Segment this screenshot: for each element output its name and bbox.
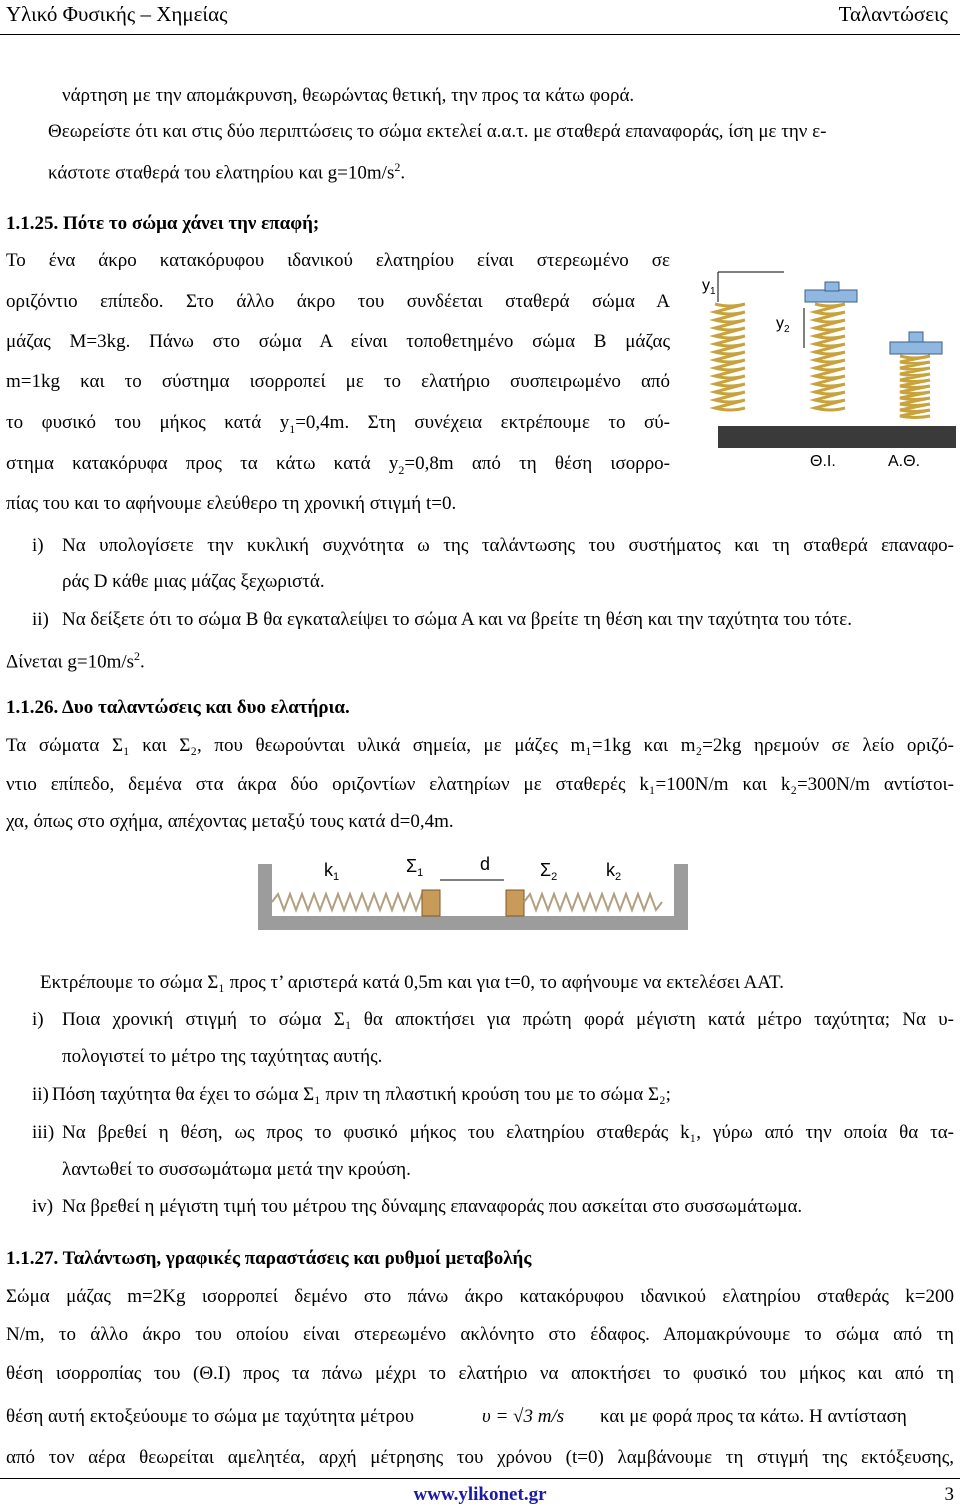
p25-line-6: στημα κατακόρυφα προς τα κάτω κατά $y_2=0,8m$ από τη θέση ισορρο- (6, 453, 671, 477)
p26-q4-line-1: Να βρεθεί η μέγιστη τιμή του μέτρου της δύναμης επαναφοράς που ασκείται στο συσσωμάτωμα. (62, 1196, 803, 1217)
p25-q1-line-2: ράς D κάθε μιας μάζας ξεχωριστά. (62, 571, 325, 592)
p26-line-3: χα, όπως στο σχήμα, απέχοντας μεταξύ τους κατά d=0,4m. (6, 811, 454, 832)
s1-label: $\Sigma_1$ (406, 856, 424, 879)
p27-line-5: από τον αέρα θεωρείται αμελητέα, αρχή μέτρησης του χρόνου (t=0) λαμβάνουμε τη στιγμή της εκτόξευσης, (6, 1447, 954, 1468)
vertical-springs-figure (700, 260, 956, 480)
p27-line-3: θέση ισορροπίας του (Θ.Ι) προς τα πάνω μέχρι το ελατήριο να αποκτήσει το φυσικό του μήκος και από τη (6, 1363, 954, 1384)
p25-given: Δίνεται $g=10m/s^2$. (6, 649, 145, 673)
header-left: Υλικό Φυσικής – Χημείας (6, 2, 228, 26)
intro-line-2: Θεωρείστε ότι και στις δύο περιπτώσεις το σώμα εκτελεί α.α.τ. με σταθερά επαναφοράς, ίση με την ε- (48, 121, 827, 142)
p26-line-1: Τα σώματα Σ₁ και Σ₂, που θεωρούνται υλικά σημεία, με μάζες m₁=1kg και m₂=2kg ηρεμούν σε λείο οριζό- (6, 735, 954, 756)
p26-q2-label: ii) (32, 1084, 49, 1105)
page-number: 3 (944, 1484, 954, 1505)
p26-q3-line-2: λαντωθεί το συσσωμάτωμα μετά την κρούση. (62, 1159, 411, 1180)
label-equilibrium: Θ.Ι. (810, 453, 836, 470)
p27-line-4a: θέση αυτή εκτοξεύουμε το σώμα με ταχύτητα μέτρου (6, 1406, 415, 1427)
problem-25-heading: 1.1.25. Πότε το σώμα χάνει την επαφή; (6, 213, 320, 234)
p25-line-7: πίας του και το αφήνουμε ελεύθερο τη χρονική στιγμή t=0. (6, 493, 457, 514)
p25-q1-label: i) (32, 535, 44, 556)
p25-q2-label: ii) (32, 609, 49, 630)
p26-q4-label: iv) (32, 1196, 54, 1217)
p26-q1-line-2: πολογιστεί το μέτρο της ταχύτητας αυτής. (62, 1046, 383, 1067)
y2-label: $y_2$ (776, 315, 790, 335)
p25-line-3: μάζας Μ=3kg. Πάνω στο σώμα Α είναι τοποθετημένο σώμα Β μάζας (6, 331, 670, 352)
p26-q3-label: iii) (32, 1122, 55, 1143)
p26-line-4: Εκτρέπουμε το σώμα Σ₁ προς τ’ αριστερά κατά 0,5m και για t=0, το αφήνουμε να εκτελέσει ΑΑΤ. (40, 972, 784, 993)
footer-rule (0, 1478, 960, 1479)
horizontal-springs-figure (254, 850, 692, 938)
p25-line-1: Το ένα άκρο κατακόρυφου ιδανικού ελατηρίου είναι στερεωμένο σε (6, 250, 670, 271)
spring-k1 (272, 894, 428, 910)
p25-line-4: m=1kg και το σύστημα ισορροπεί με το ελατήριο συσπειρωμένο από (6, 371, 670, 392)
intro-line-3: κάστοτε σταθερά του ελατηρίου και $g=10m/s^2$. (48, 160, 406, 184)
p27-line-1: Σώμα μάζας m=2Kg ισορροπεί δεμένο στο πάνω άκρο κατακόρυφου ιδανικού ελατηρίου σταθεράς k=200 (6, 1286, 954, 1307)
p26-line-2: ντιο επίπεδο, δεμένα στα άκρα δύο οριζοντίων ελατηρίων με σταθερές k₁=100N/m και k₂=300N/m αντίστοι- (6, 774, 954, 795)
spring-natural (715, 304, 745, 410)
header-right: Ταλαντώσεις (838, 2, 948, 26)
footer-website-link[interactable]: www.ylikonet.gr (413, 1484, 547, 1505)
spring-k2 (524, 894, 662, 910)
p25-line-5: το φυσικό του μήκος κατά $y_1=0,4m$. Στη συνέχεια εκτρέπουμε το σύ- (6, 412, 670, 436)
header-rule (0, 34, 960, 35)
p25-line-2: οριζόντιο επίπεδο. Στο άλλο άκρο του συνδέεται σταθερά σώμα Α (6, 291, 670, 312)
body-s1 (422, 890, 440, 916)
problem-27-heading: 1.1.27. Ταλάντωση, γραφικές παραστάσεις και ρυθμοί μεταβολής (6, 1248, 532, 1269)
p25-q2-line-1: Να δείξετε ότι το σώμα Β θα εγκαταλείψει το σώμα Α και να βρείτε τη θέση και την ταχύτητα του τότε. (62, 609, 853, 630)
body-s2 (506, 890, 524, 916)
p25-q1-line-1: Να υπολογίσετε την κυκλική συχνότητα ω της ταλάντωσης του συστήματος και τη σταθερά επαναφο- (62, 535, 954, 556)
y1-label: $y_1$ (702, 277, 716, 297)
k1-label: $k_1$ (324, 860, 340, 883)
spring-compressed (890, 332, 942, 418)
p26-q2-line-1: Πόση ταχύτητα θα έχει το σώμα Σ₁ πριν τη πλαστική κρούση του με το σώμα Σ₂; (52, 1084, 671, 1105)
spring-equilibrium (805, 282, 857, 410)
label-natural-position: Α.Θ. (888, 453, 921, 470)
d-label: d (480, 854, 491, 874)
s2-label: $\Sigma_2$ (540, 860, 558, 883)
p26-q1-label: i) (32, 1009, 44, 1030)
p27-line-2: N/m, το άλλο άκρο του οποίου είναι στερεωμένο ακλόνητο στο έδαφος. Απομακρύνουμε το σώμα από τη (6, 1324, 954, 1345)
p26-q1-line-1: Ποια χρονική στιγμή το σώμα Σ₁ θα αποκτήσει για πρώτη φορά μέγιστη κατά μέτρο ταχύτητα; Να υ- (62, 1009, 954, 1030)
intro-line-1: νάρτηση με την απομάκρυνση, θεωρώντας θετική, την προς τα κάτω φορά. (62, 85, 635, 106)
p26-q3-line-1: Να βρεθεί η θέση, ως προς το φυσικό μήκος του ελατηρίου σταθεράς k₁, γύρω από την οποία θα τα- (62, 1122, 954, 1143)
p27-velocity-formula: υ = √3 m/s (482, 1406, 565, 1427)
k2-label: $k_2$ (606, 860, 622, 883)
ground (718, 426, 956, 448)
problem-26-heading: 1.1.26. Δυο ταλαντώσεις και δυο ελατήρια. (6, 697, 350, 718)
p27-line-4b: και με φορά προς τα κάτω. Η αντίσταση (600, 1406, 907, 1427)
